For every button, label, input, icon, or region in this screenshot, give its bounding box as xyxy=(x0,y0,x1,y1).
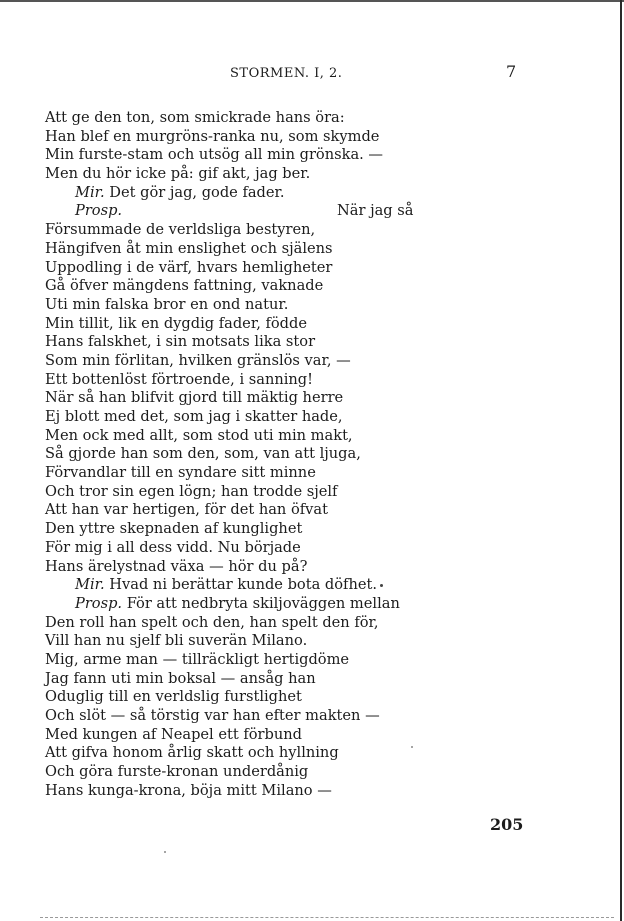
verse-line: Och tror sin egen lögn; han trodde sjelf xyxy=(45,482,338,500)
verse-line: För mig i all dess vidd. Nu började xyxy=(45,538,301,556)
verse-line: Gå öfver mängdens fattning, vaknade xyxy=(45,277,324,295)
verse-line: Uppodling i de värf, hvars hemligheter xyxy=(45,258,333,276)
verse-text xyxy=(45,109,605,800)
print-speck xyxy=(411,746,413,748)
speaker-label: Prosp. xyxy=(75,594,123,612)
speech-text: När jag så xyxy=(337,202,414,220)
verse-line: Hans kunga-krona, böja mitt Milano — xyxy=(45,781,332,799)
verse-line: Den yttre skepnaden af kunglighet xyxy=(45,520,303,538)
page-top-edge xyxy=(0,0,624,2)
verse-line: Att ge den ton, som smickrade hans öra: xyxy=(45,109,345,126)
verse-line: Att han var hertigen, för det han öfvat xyxy=(45,501,328,519)
verse-line: Som min förlitan, hvilken gränslös var, — xyxy=(45,351,351,369)
page-number-bottom: 205 xyxy=(490,815,524,834)
verse-line: Oduglig till en verldslig furstlighet xyxy=(45,688,302,706)
verse-line: Och slöt — så törstig var han efter makten — xyxy=(45,707,380,724)
speaker-label: Mir. xyxy=(75,576,105,594)
speech-line-miranda xyxy=(45,184,605,203)
speaker-label: Prosp. xyxy=(75,202,123,220)
print-speck xyxy=(380,584,383,587)
verse-line: Min tillit, lik en dygdig fader, födde xyxy=(45,314,307,332)
verse-line: Ej blott med det, som jag i skatter hade, xyxy=(45,408,343,425)
page-right-edge xyxy=(620,0,622,921)
verse-line: Med kungen af Neapel ett förbund xyxy=(45,725,303,743)
page-number-top: 7 xyxy=(506,62,517,81)
verse-line: Hans falskhet, i sin motsats lika stor xyxy=(45,333,316,351)
verse-line: Mig, arme man — tillräckligt hertigdöme xyxy=(45,650,350,668)
print-speck xyxy=(164,851,166,853)
verse-line: Försummade de verldsliga bestyren, xyxy=(45,221,316,239)
verse-line: Den roll han spelt och den, han spelt den för, xyxy=(45,613,379,631)
verse-line: Att gifva honom årlig skatt och hyllning xyxy=(45,744,339,762)
page-bottom-edge xyxy=(40,916,614,918)
speech-text: Det gör jag, gode fader. xyxy=(109,183,285,201)
verse-line: Jag fann uti min boksal — ansåg han xyxy=(45,669,316,687)
running-title: STORMEN. I, 2. xyxy=(230,66,343,81)
verse-line: Men du hör icke på: gif akt, jag ber. xyxy=(45,165,311,183)
verse-line: Han blef en murgröns-ranka nu, som skymde xyxy=(45,127,380,145)
speech-line-prospero xyxy=(45,202,605,221)
speech-line-miranda xyxy=(45,576,605,595)
verse-line: Hängifven åt min enslighet och själens xyxy=(45,239,333,257)
speech-line-prospero xyxy=(45,595,605,614)
verse-line: Så gjorde han som den, som, van att ljuga, xyxy=(45,445,361,463)
verse-line: Ett bottenlöst förtroende, i sanning! xyxy=(45,370,314,388)
verse-line: Och göra furste-kronan underdånig xyxy=(45,763,309,781)
verse-line: Förvandlar till en syndare sitt minne xyxy=(45,464,316,482)
verse-line: Hans ärelystnad växa — hör du på? xyxy=(45,557,308,575)
speaker-label: Mir. xyxy=(75,183,105,201)
verse-line: Men ock med allt, som stod uti min makt, xyxy=(45,426,353,444)
verse-line: Min furste-stam och utsög all min grönska. — xyxy=(45,146,384,164)
verse-line: När så han blifvit gjord till mäktig herre xyxy=(45,389,344,407)
verse-line: Uti min falska bror en ond natur. xyxy=(45,295,289,313)
speech-text: För att nedbryta skiljoväggen mellan xyxy=(126,594,400,612)
speech-text: Hvad ni berättar kunde bota döfhet. xyxy=(109,576,377,594)
verse-line: Vill han nu sjelf bli suverän Milano. xyxy=(45,632,308,650)
